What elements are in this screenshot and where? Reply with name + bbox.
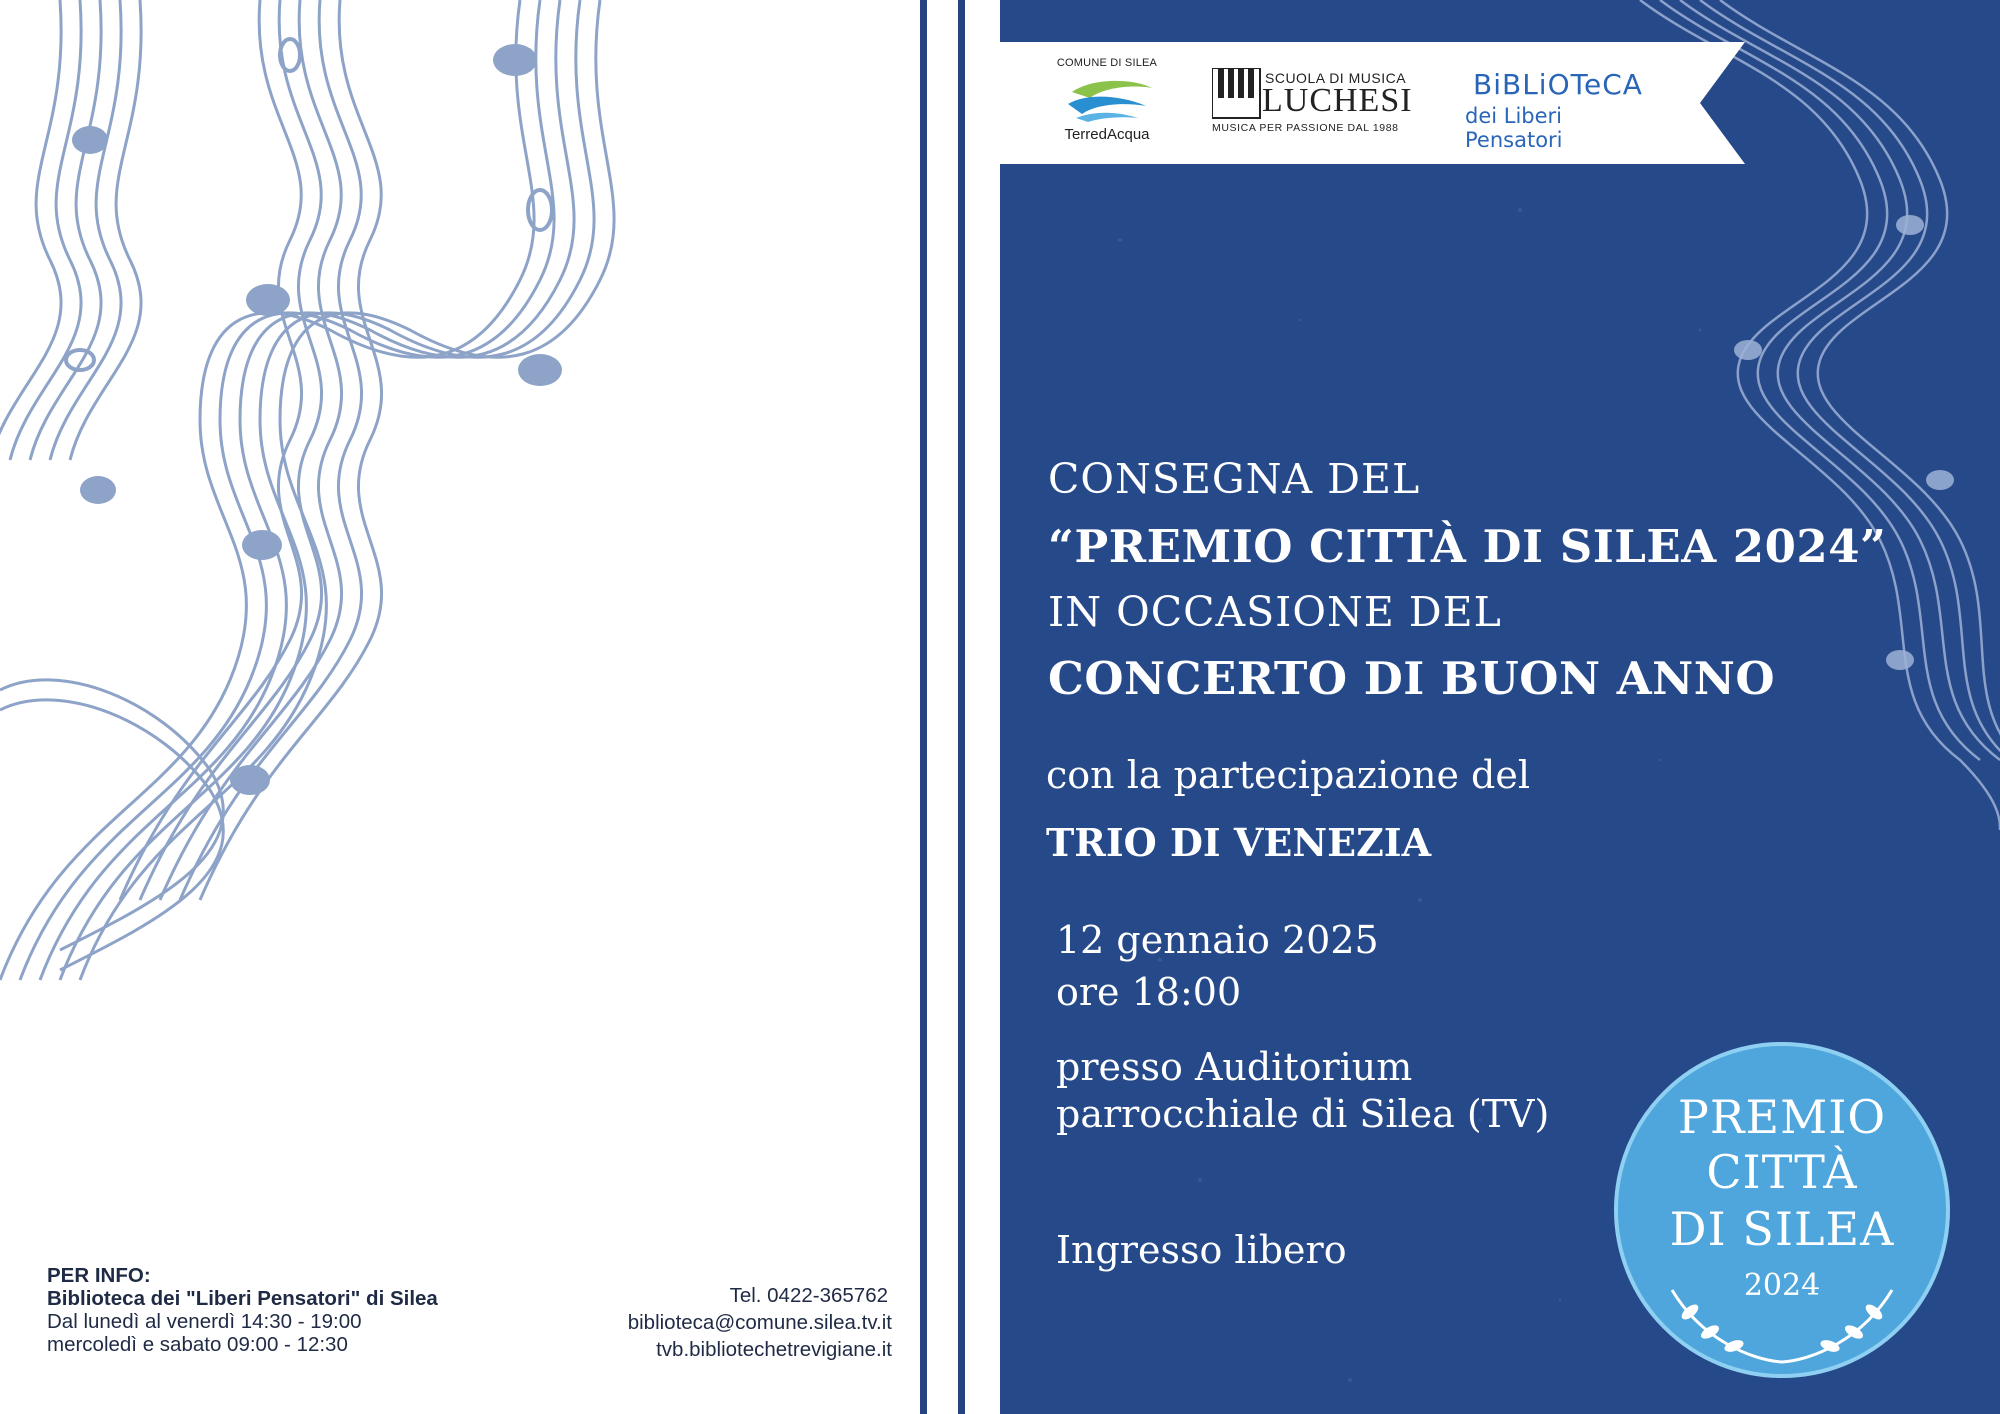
- biblioteca-logo: [1465, 42, 1665, 164]
- fold-line-right: [958, 0, 965, 1414]
- info-hours-weekdays: Dal lunedì al venerdì 14:30 - 19:00: [47, 1310, 362, 1333]
- wave-icon: [1062, 74, 1158, 124]
- event-award-name: “PREMIO CITTÀ DI SILEA 2024”: [1048, 520, 1887, 573]
- biblioteca-subtitle: dei Liberi Pensatori: [1465, 104, 1563, 152]
- biblioteca-title: BiBLiOTeCA: [1473, 68, 1643, 101]
- event-title-line1: CONSEGNA DEL: [1048, 455, 1421, 503]
- sponsor-banner: [1000, 42, 1745, 164]
- info-phone: Tel. 0422-365762: [729, 1284, 888, 1307]
- award-medal: [1612, 1040, 1952, 1380]
- medal-line3: DI SILEA: [1669, 1202, 1895, 1256]
- admission-note: Ingresso libero: [1056, 1228, 1347, 1272]
- front-cover: [1000, 0, 2000, 1414]
- participation-label: con la partecipazione del: [1046, 753, 1530, 797]
- event-title-line3: IN OCCASIONE DEL: [1048, 588, 1502, 636]
- info-library: Biblioteca dei "Liberi Pensatori" di Silea: [47, 1287, 438, 1310]
- music-school-label: SCUOLA DI MUSICA: [1265, 70, 1407, 86]
- event-time: ore 18:00: [1056, 970, 1242, 1014]
- info-hours-saturday: mercoledì e sabato 09:00 - 12:30: [47, 1333, 348, 1356]
- info-email[interactable]: biblioteca@comune.silea.tv.it: [627, 1311, 892, 1334]
- venue-line2: parrocchiale di Silea (TV): [1056, 1092, 1550, 1136]
- venue-line1: presso Auditorium: [1056, 1045, 1413, 1089]
- event-concert-name: CONCERTO DI BUON ANNO: [1048, 652, 1776, 705]
- event-date: 12 gennaio 2025: [1056, 918, 1379, 962]
- fold-line-left: [920, 0, 927, 1414]
- info-heading: PER INFO:: [47, 1264, 151, 1287]
- medal-line1: PREMIO: [1677, 1090, 1887, 1144]
- piano-keys-icon: [1212, 68, 1262, 120]
- music-staff-decoration: [0, 0, 920, 1414]
- music-school-name: LUCHESI: [1262, 82, 1413, 119]
- comune-label: COMUNE DI SILEA: [1056, 57, 1158, 69]
- back-cover: [0, 0, 920, 1414]
- comune-brand: TerredAcqua: [1064, 126, 1150, 143]
- scuola-musica-logo: [1210, 42, 1430, 164]
- comune-silea-logo: [1042, 42, 1172, 164]
- music-school-tagline: MUSICA PER PASSIONE DAL 1988: [1212, 122, 1399, 134]
- medal-year: 2024: [1743, 1268, 1821, 1303]
- medal-line2: CITTÀ: [1706, 1145, 1858, 1199]
- info-website[interactable]: tvb.bibliotechetrevigiane.it: [656, 1338, 892, 1361]
- performer-name: TRIO DI VENEZIA: [1046, 820, 1432, 865]
